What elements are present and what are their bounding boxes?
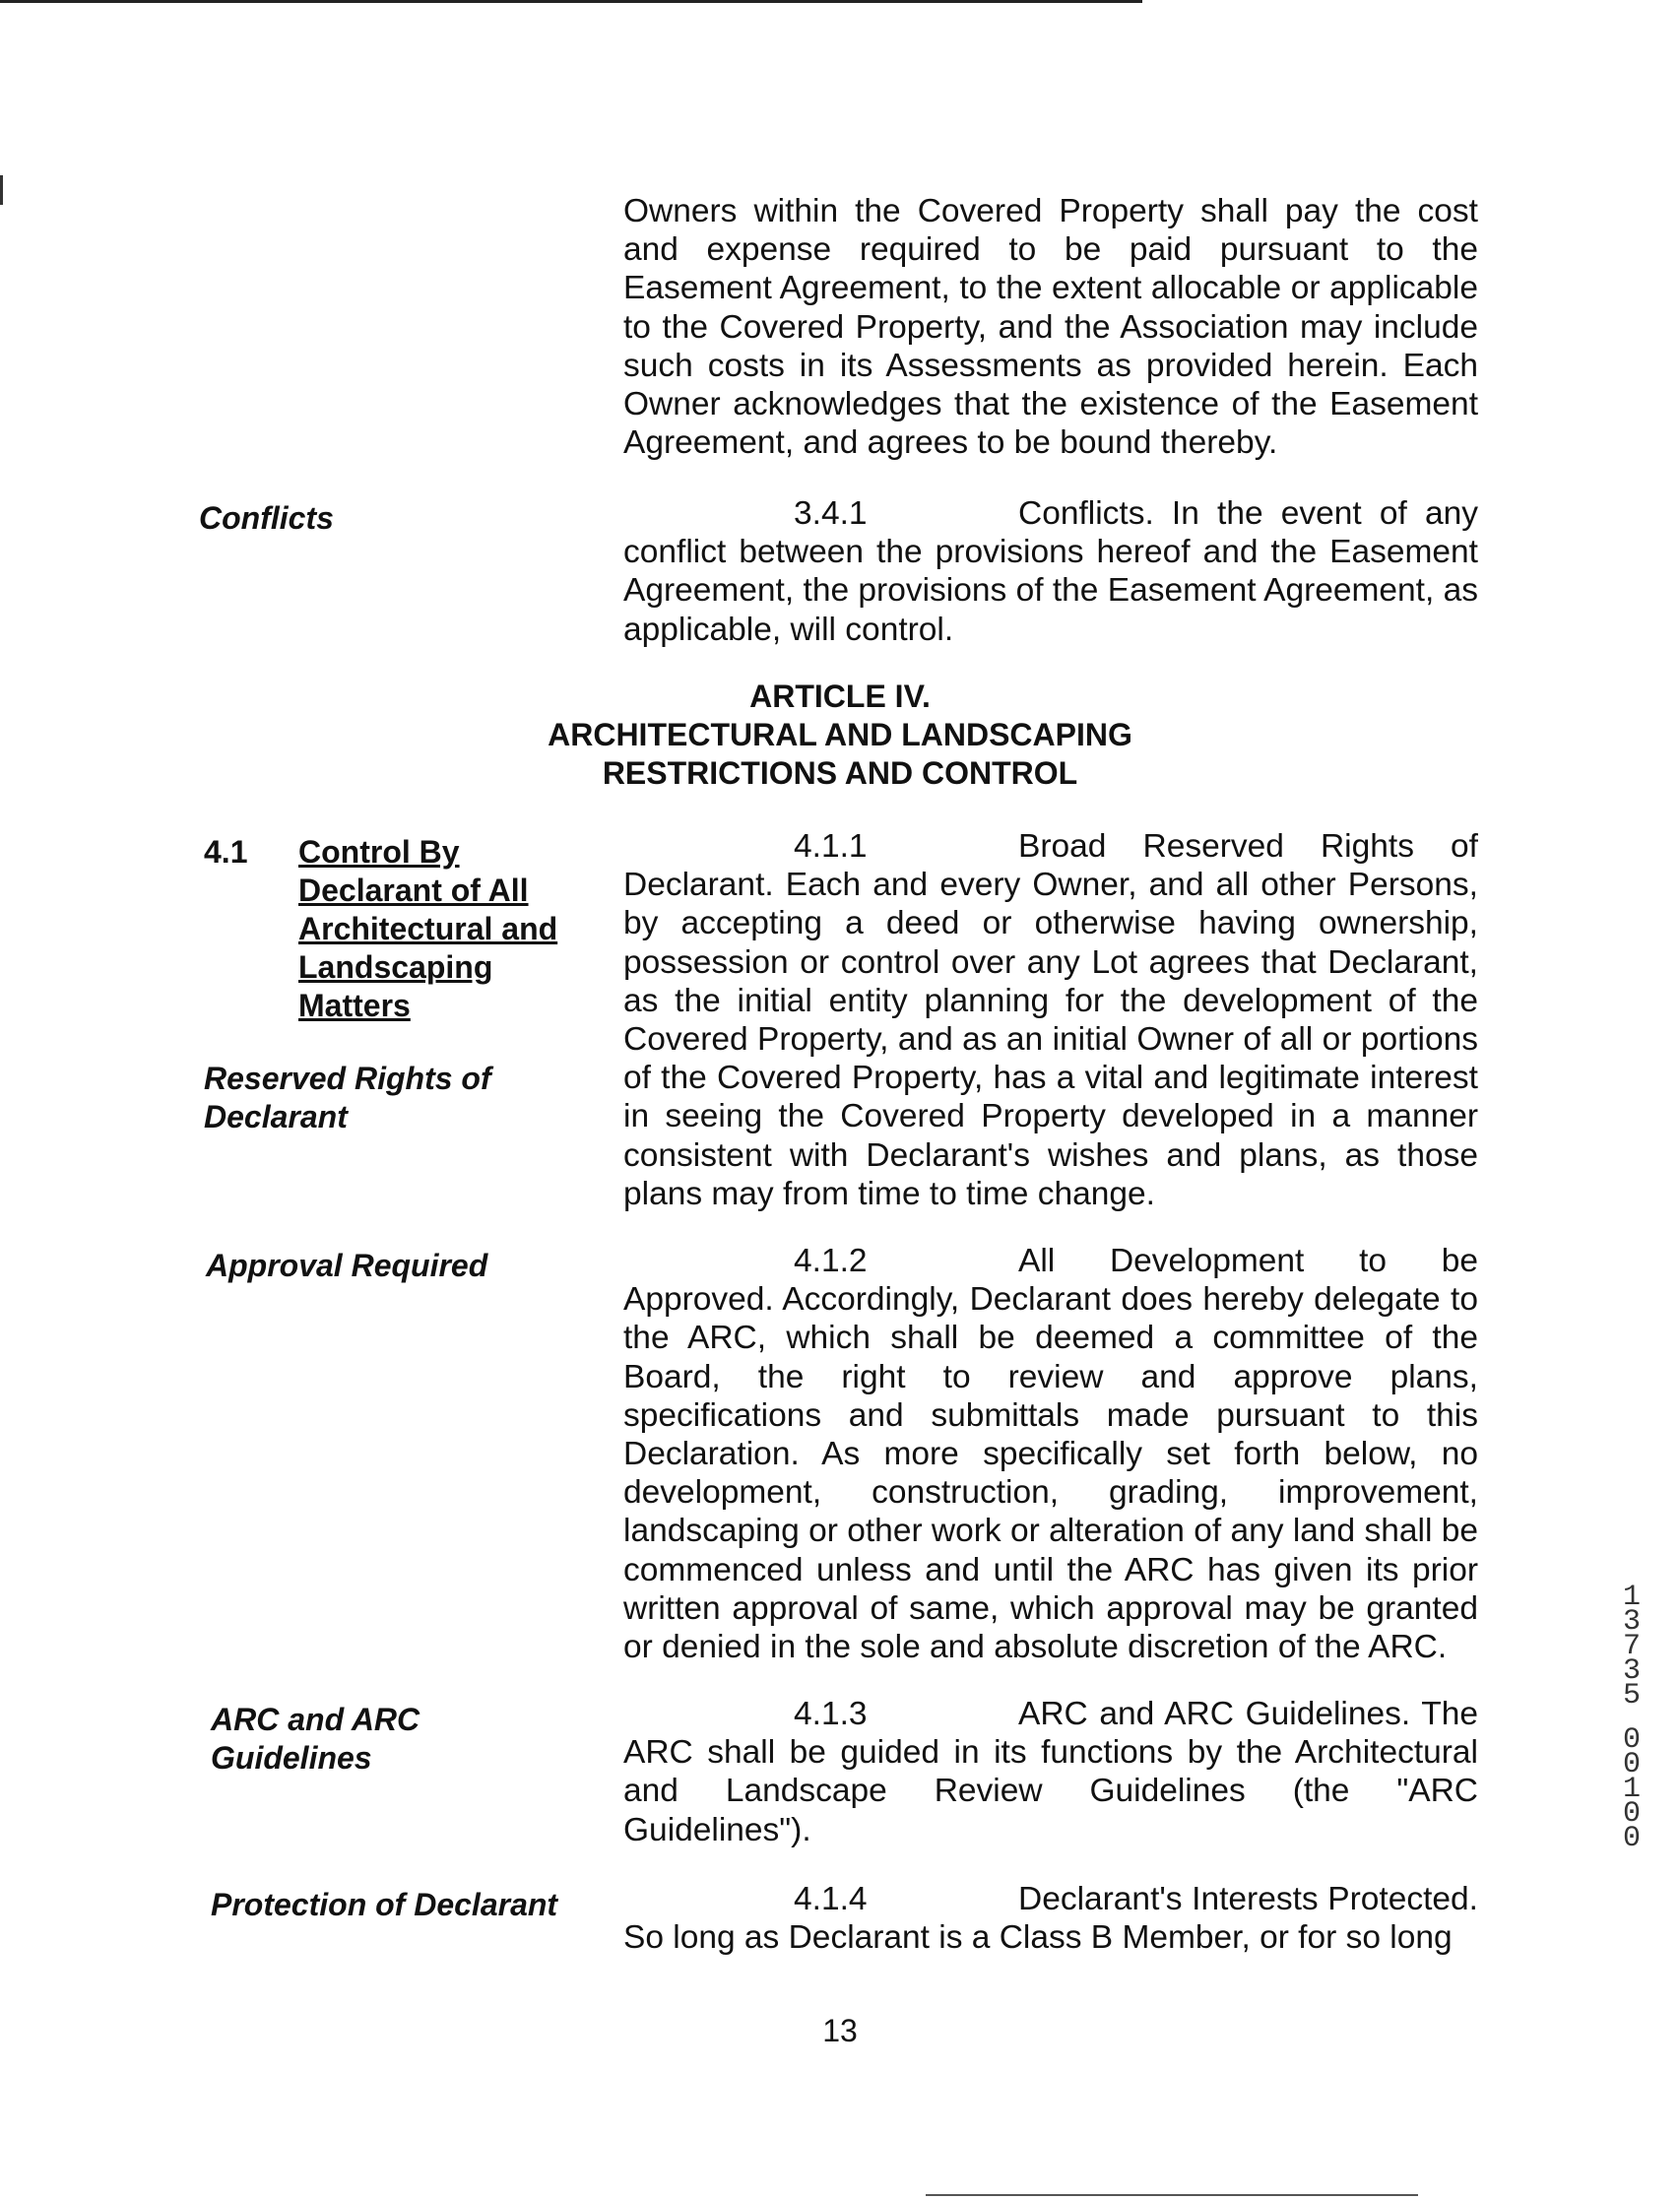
margin-heading-conflicts: Conflicts [199, 500, 334, 536]
margin-stamp-char: 3 [1622, 1605, 1641, 1639]
margin-stamp-char: 0 [1622, 1822, 1641, 1855]
margin-stamp [1621, 1581, 1643, 1855]
section-4-1-3 [623, 1695, 1478, 1849]
scan-edge-top [0, 0, 1142, 3]
section-4-1-2 [623, 1242, 1478, 1666]
section-3-4-1 [623, 494, 1478, 649]
intro-paragraph: Owners within the Covered Property shall pay the cost and expense required to be paid pursuant to the Easement Agreement, to the extent allocable or applicable to the Covered Property, and the Association may include such costs in its Assessments as provided herein. Each Owner acknowledges that the existence of the Easement Agreement, and agrees to be bound thereby. [623, 193, 1478, 462]
section-text: Conflicts. In the event of any conflict between the provisions hereof and the Easement Agreement, the provisions of the Easement Agreement, as applicable, will control. [623, 495, 1478, 648]
section-4-1-number: 4.1 [204, 834, 248, 870]
margin-heading-protection: Protection of Declarant [211, 1887, 558, 1922]
section-4-1-1 [623, 827, 1478, 1213]
page-number: 13 [822, 2013, 858, 2048]
section-number: 4.1.3 [794, 1696, 868, 1732]
article-heading [433, 678, 1247, 793]
section-number: 4.1.4 [794, 1881, 868, 1917]
margin-stamp-char: 0 [1622, 1797, 1641, 1831]
article-number: ARTICLE IV. [749, 679, 931, 714]
section-number: 4.1.1 [794, 828, 868, 865]
margin-heading-reserved-rights: Reserved Rights of Declarant [204, 1061, 491, 1134]
section-4-1-title: Control By Declarant of All Architectural and Landscaping Matters [298, 834, 558, 1023]
margin-stamp-char: 1 [1622, 1773, 1641, 1806]
section-text: Declarant's Interests Protected. So long as Declarant is a Class B Member, or for so long [623, 1881, 1478, 1957]
section-text: ARC and ARC Guidelines. The ARC shall be guided in its functions by the Architectural and Landscape Review Guidelines (the "ARC Guidelines"). [623, 1696, 1478, 1848]
section-number: 3.4.1 [794, 495, 868, 532]
margin-stamp-char: 0 [1622, 1723, 1641, 1757]
margin-stamp-char: 5 [1622, 1679, 1641, 1713]
margin-heading-approval-required: Approval Required [206, 1248, 488, 1283]
article-title-line-1: ARCHITECTURAL AND LANDSCAPING [548, 717, 1132, 752]
margin-stamp-bottom [1621, 1723, 1643, 1855]
section-4-1-4 [623, 1880, 1478, 1957]
margin-heading-arc-guidelines: ARC and ARC Guidelines [211, 1702, 420, 1776]
margin-stamp-char: 3 [1622, 1654, 1641, 1688]
section-number: 4.1.2 [794, 1243, 868, 1279]
margin-stamp-char: 1 [1622, 1581, 1641, 1614]
margin-stamp-char: 7 [1622, 1630, 1641, 1663]
scan-edge-bottom [926, 2194, 1418, 2196]
section-text: Broad Reserved Rights of Declarant. Each and every Owner, and all other Persons, by accepting a deed or otherwise having ownership, possession or control over any Lot agrees that Declarant, as the initial entity planning for the development of the Covered Property, and as an initial Owner of all or portions of the Covered Property, has a vital and legitimate interest in seeing the Covered Property developed in a manner consistent with Declarant's wishes and plans, as those plans may from time to time change. [623, 828, 1478, 1212]
margin-stamp-top [1621, 1581, 1643, 1713]
article-title-line-2: RESTRICTIONS AND CONTROL [602, 755, 1078, 791]
margin-stamp-char: 0 [1622, 1748, 1641, 1781]
scan-edge-left [0, 175, 3, 205]
section-text: All Development to be Approved. Accordingly, Declarant does hereby delegate to the ARC, which shall be deemed a committee of the Board, the right to review and approve plans, specifications and submittals made pursuant to this Declaration. As more specifically set forth below, no development, construction, grading, improvement, landscaping or other work or alteration of any land shall be commenced unless and until the ARC has given its prior written approval of same, which approval may be granted or denied in the sole and absolute discretion of the ARC. [623, 1243, 1478, 1666]
